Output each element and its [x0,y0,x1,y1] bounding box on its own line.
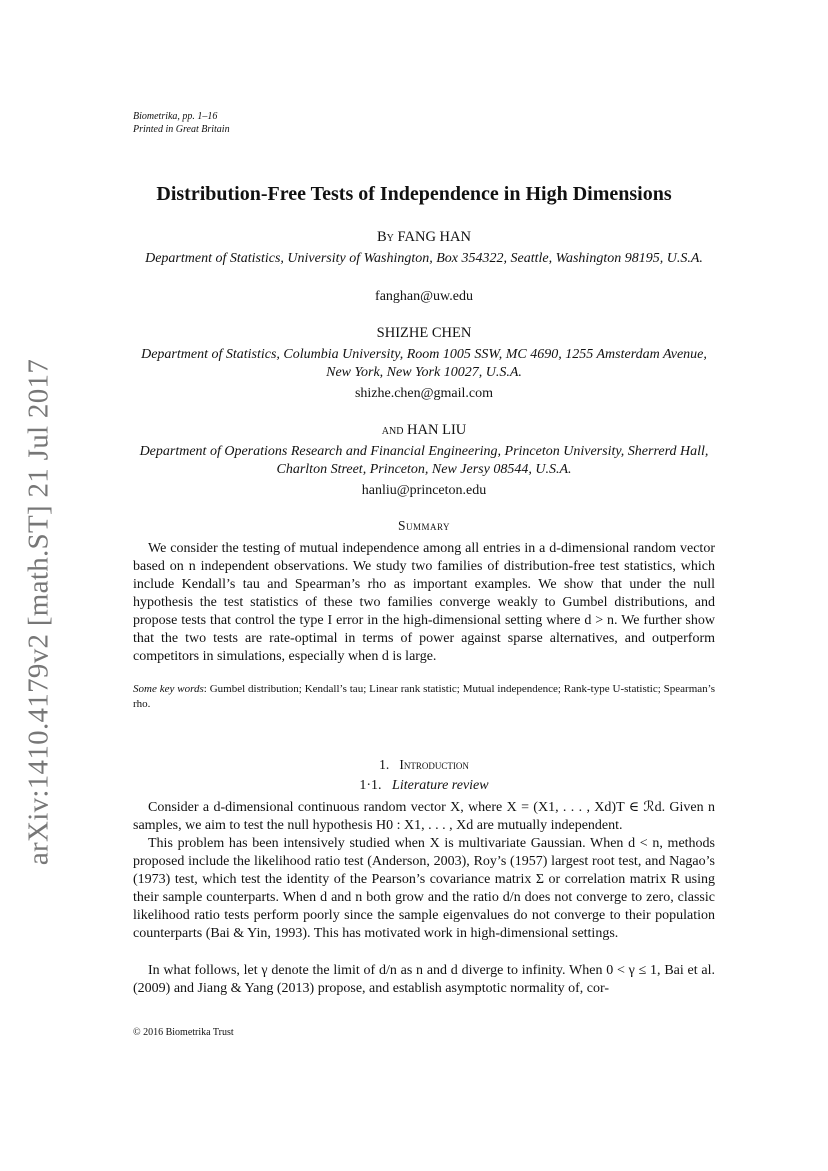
arxiv-stamp: arXiv:1410.4179v2 [math.ST] 21 Jul 2017 [22,358,55,866]
body-paragraph-1: Consider a d-dimensional continuous random vector X, where X = (X1, . . . , Xd)T ∈ ℛd. Given n samples, we aim to test the null hypothesis H0 : X1, . . . , Xd are mutually independent. [133,800,715,833]
author-prefix: and [381,422,404,438]
email-1: fanghan@uw.edu [375,289,473,304]
subsection-heading [0,778,828,794]
author-prefix: By [377,229,394,245]
author-name: FANG HAN [397,229,471,245]
affiliation-2: Department of Statistics, Columbia University, Room 1005 SSW, MC 4690, 1255 Amsterdam Avenue, New York, New York 10027, U.S.A. [141,347,707,380]
author-2 [0,325,828,342]
subsection-title: Literature review [392,778,489,793]
section-number: 1. [379,757,390,772]
paper-title: Distribution-Free Tests of Independence in High Dimensions [156,183,672,205]
printed-line: Printed in Great Britain [133,124,230,135]
author-3 [0,422,828,439]
section-title: Introduction [399,757,469,772]
subsection-number: 1·1. [359,778,382,793]
section-heading [0,757,828,773]
affiliation-3: Department of Operations Research and Financial Engineering, Princeton University, Sherrerd Hall, Charlton Street, Princeton, New Jersy 08544, U.S.A. [139,444,709,477]
affiliation-1: Department of Statistics, University of Washington, Box 354322, Seattle, Washington 98195, U.S.A. [145,251,703,266]
journal-line: Biometrika, pp. 1–16 [133,111,218,122]
author-1 [0,229,828,246]
author-name: HAN LIU [407,422,467,438]
keywords-text: Gumbel distribution; Kendall’s tau; Linear rank statistic; Mutual independence; Rank-type U-statistic; Spearman’s rho. [133,683,715,710]
keywords: Some key words: Gumbel distribution; Kendall’s tau; Linear rank statistic; Mutual independence; Rank-type U-statistic; Spearman’s rho. [133,683,715,710]
email-2: shizhe.chen@gmail.com [354,386,494,401]
author-name: SHIZHE CHEN [376,325,472,341]
keywords-label: Some key words [133,683,204,695]
copyright-notice: © 2016 Biometrika Trust [133,1027,234,1038]
body-paragraph-3: In what follows, let γ denote the limit of d/n as n and d diverge to infinity. When 0 < γ ≤ 1, Bai et al. (2009) and Jiang & Yang (2013) propose, and establish asymptotic normality of, cor- [133,963,715,996]
summary-heading: Summary [397,518,451,533]
summary-text: We consider the testing of mutual independence among all entries in a d-dimensional random vector based on n independent observations. We study two families of distribution-free test statistics, which include Kendall’s tau and Spearman’s rho as important examples. We show that under the null hypothesis the test statistics of these two families converge weakly to Gumbel distributions, and propose tests that control the type I error in the high-dimensional setting where d > n. We further show that the two tests are rate-optimal in terms of power against sparse alternatives, and outperform competitors in simulations, especially when d is large. [133,541,715,664]
body-paragraph-2: This problem has been intensively studied when X is multivariate Gaussian. When d < n, methods proposed include the likelihood ratio test (Anderson, 2003), Roy’s (1957) largest root test, and Nagao’s (1973) test, which test the identity of the Pearson’s covariance matrix Σ or correlation matrix R using their sample counterparts. When d and n both grow and the ratio d/n does not converge to zero, classic likelihood ratio tests perform poorly since the sample eigenvalues do not converge to their population counterparts (Bai & Yin, 1993). This has motivated work in high-dimensional settings. [133,836,715,941]
email-3: hanliu@princeton.edu [361,483,487,498]
